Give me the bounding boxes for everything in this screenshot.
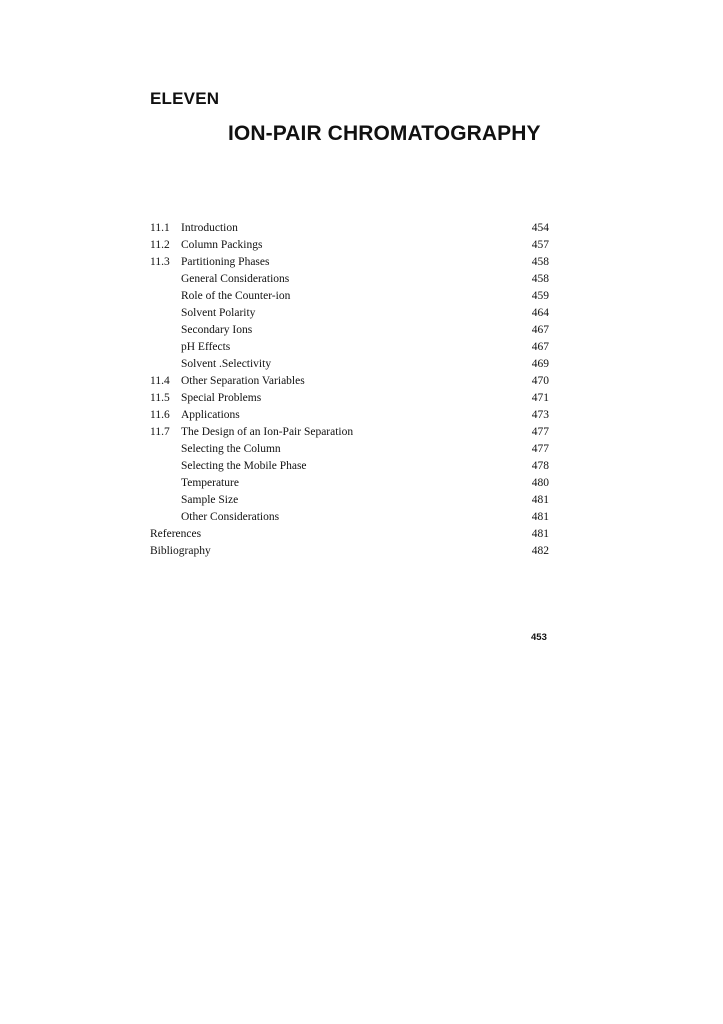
toc-entry-title: Selecting the Mobile Phase [181, 460, 307, 472]
toc-entry [150, 424, 549, 441]
toc-entry-title: Special Problems [181, 392, 262, 404]
toc-entry [150, 322, 549, 339]
toc-entry [150, 305, 549, 322]
toc-entry [150, 356, 549, 373]
page-number: 453 [531, 632, 547, 643]
toc-entry-number: 11.3 [150, 256, 170, 268]
toc-entry-number: 11.6 [150, 409, 170, 421]
toc-entry-page: 471 [531, 392, 549, 404]
toc-entry [150, 407, 549, 424]
toc-entry-page: 470 [531, 375, 549, 387]
toc-entry-title: Other Separation Variables [181, 375, 305, 387]
toc-entry-title: Role of the Counter-ion [181, 290, 291, 302]
toc-entry [150, 237, 549, 254]
toc-entry-page: 480 [531, 477, 549, 489]
toc-entry [150, 492, 549, 509]
toc-entry-page: 482 [531, 545, 549, 557]
toc-entry-page: 467 [531, 341, 549, 353]
toc-entry-title: Introduction [181, 222, 238, 234]
toc-entry-title: Solvent .Selectivity [181, 358, 272, 370]
toc-entry [150, 373, 549, 390]
toc-entry-title: General Considerations [181, 273, 290, 285]
toc-entry-page: 481 [531, 528, 549, 540]
toc-entry-title: Selecting the Column [181, 443, 281, 455]
toc-entry [150, 288, 549, 305]
toc-entry-number: 11.7 [150, 426, 170, 438]
toc-entry [150, 271, 549, 288]
chapter-title: ION-PAIR CHROMATOGRAPHY [228, 122, 541, 145]
toc-entry-title: Secondary Ions [181, 324, 253, 336]
toc-entry-page: 457 [531, 239, 549, 251]
toc-entry-title: Applications [181, 409, 240, 421]
toc-entry-page: 467 [531, 324, 549, 336]
toc-entry-page: 477 [531, 443, 549, 455]
toc-entry-page: 481 [531, 494, 549, 506]
toc-entry-title: Partitioning Phases [181, 256, 270, 268]
toc-entry-title: Other Considerations [181, 511, 280, 523]
toc-entry [150, 509, 549, 526]
toc-entry-title: Column Packings [181, 239, 263, 251]
toc-entry-page: 458 [531, 256, 549, 268]
toc-entry-number: 11.2 [150, 239, 170, 251]
toc-entry-number: 11.1 [150, 222, 170, 234]
toc-entry-title: Sample Size [181, 494, 239, 506]
toc-entry-title: The Design of an Ion-Pair Separation [181, 426, 354, 438]
toc-entry-page: 459 [531, 290, 549, 302]
toc-entry-title: Bibliography [150, 545, 211, 557]
toc-entry-page: 481 [531, 511, 549, 523]
toc-entry-title: References [150, 528, 202, 540]
toc-entry-page: 458 [531, 273, 549, 285]
chapter-number: ELEVEN [150, 89, 220, 108]
toc-entry-page: 454 [531, 222, 549, 234]
toc-entry [150, 458, 549, 475]
toc-entry-page: 477 [531, 426, 549, 438]
toc-entry-page: 464 [531, 307, 549, 319]
toc-entry [150, 390, 549, 407]
toc-entry [150, 526, 549, 543]
toc-entry-page: 478 [531, 460, 549, 472]
toc-entry-page: 469 [531, 358, 549, 370]
toc-entry-number: 11.4 [150, 375, 170, 387]
toc-entry-title: Temperature [181, 477, 239, 489]
toc-entry-page: 473 [531, 409, 549, 421]
toc-entry [150, 441, 549, 458]
toc-entry [150, 220, 549, 237]
toc-entry-number: 11.5 [150, 392, 170, 404]
toc-entry-title: pH Effects [181, 341, 231, 353]
toc-entry [150, 339, 549, 356]
table-of-contents [150, 220, 549, 560]
toc-entry [150, 254, 549, 271]
toc-entry-title: Solvent Polarity [181, 307, 256, 319]
toc-entry [150, 543, 549, 560]
toc-entry [150, 475, 549, 492]
